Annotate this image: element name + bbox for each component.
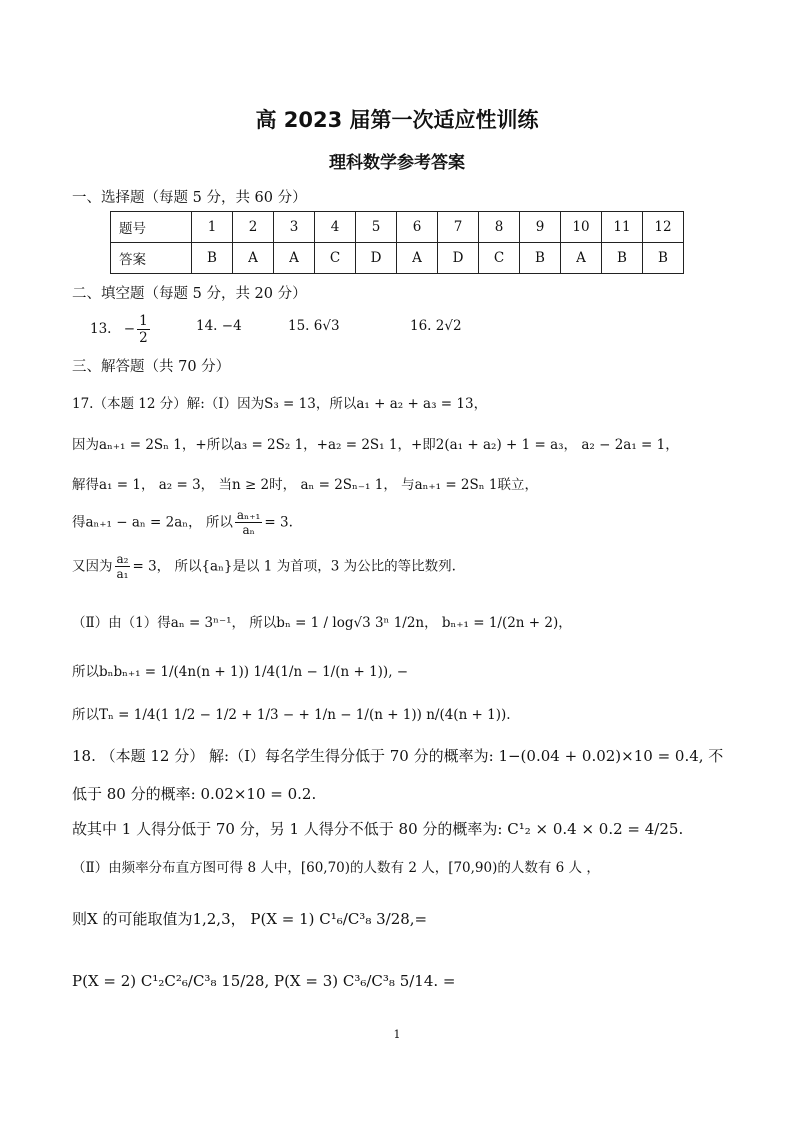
p17-line4-end: = 3. <box>264 514 293 531</box>
p18-line2: 低于 80 分的概率: 0.02×10 = 0.2. <box>72 785 317 803</box>
q13-numerator: 1 <box>139 313 148 329</box>
table-row-answers <box>111 243 684 274</box>
table-cell: 4 <box>315 212 356 243</box>
table-cell: A <box>397 243 438 274</box>
table-cell: 2 <box>233 212 274 243</box>
p18-line3: 故其中 1 人得分低于 70 分，另 1 人得分不低于 80 分的概率为: C¹₂ × 0.4 × 0.2 = 4/25. <box>72 820 684 838</box>
table-cell: 7 <box>438 212 479 243</box>
p18-line5: 则X 的可能取值为1,2,3， P(X = 1) C¹₆/C³₈ 3/28,= <box>72 910 428 928</box>
p18-line6: P(X = 2) C¹₂C²₆/C³₈ 15/28, P(X = 3) C³₆/C³₈ 5/14. = <box>72 972 456 990</box>
table-cell: D <box>356 243 397 274</box>
section3-heading: 三、解答题（共 70 分） <box>72 359 231 375</box>
table-cell: B <box>643 243 684 274</box>
fill-answer-16: 16. 2√2 <box>410 318 462 334</box>
q13-denominator: 2 <box>139 330 148 347</box>
p17-line6: （Ⅱ）由（1）得aₙ = 3ⁿ⁻¹， 所以bₙ = 1 / log√3 3ⁿ 1/2n， bₙ₊₁ = 1/(2n + 2)， <box>72 615 572 631</box>
table-cell: C <box>315 243 356 274</box>
p17-line4 <box>72 508 293 538</box>
p18-line1: 18. （本题 12 分） 解:（Ⅰ）每名学生得分低于 70 分的概率为: 1−(0.04 + 0.02)×10 = 0.4, 不 <box>72 747 724 765</box>
p17-line2: 因为aₙ₊₁ = 2Sₙ 1，+所以a₃ = 2S₂ 1，+a₂ = 2S₁ 1，+即2(a₁ + a₂) + 1 = a₃， a₂ − 2a₁ = 1， <box>72 437 679 453</box>
table-cell: 8 <box>479 212 520 243</box>
q13-label: 13. <box>90 321 112 338</box>
fill-answer-13 <box>90 313 152 346</box>
p17-line7: 所以bₙbₙ₊₁ = 1/(4n(n + 1)) 1/4(1/n − 1/(n + 1)), − <box>72 664 409 680</box>
table-cell: 答案 <box>111 243 192 274</box>
table-cell: 1 <box>192 212 233 243</box>
p17-line5-end: = 3， 所以{aₙ}是以 1 为首项，3 为公比的等比数列. <box>132 558 456 575</box>
ratio2-fraction <box>115 552 131 582</box>
p17-line4-text: 得aₙ₊₁ − aₙ = 2aₙ， 所以 <box>72 514 233 531</box>
p17-line3: 解得a₁ = 1， a₂ = 3， 当n ≥ 2时， aₙ = 2Sₙ₋₁ 1， 与aₙ₊₁ = 2Sₙ 1联立， <box>72 477 538 493</box>
table-cell: 9 <box>520 212 561 243</box>
table-cell: B <box>192 243 233 274</box>
table-cell: B <box>520 243 561 274</box>
section1-heading: 一、选择题（每题 5 分，共 60 分） <box>72 190 307 206</box>
p17-line5 <box>72 552 456 582</box>
answer-table <box>110 211 684 274</box>
table-cell: A <box>274 243 315 274</box>
ratio-numerator: aₙ₊₁ <box>236 508 261 522</box>
q13-fraction <box>137 313 150 346</box>
p17-line5-text: 又因为 <box>72 558 113 575</box>
ratio-denominator: aₙ <box>242 523 255 538</box>
fill-answer-14: 14. −4 <box>196 318 242 334</box>
ratio-fraction <box>235 508 263 538</box>
page-title: 高 2023 届第一次适应性训练 <box>255 108 539 132</box>
table-cell: 5 <box>356 212 397 243</box>
fill-answer-15: 15. 6√3 <box>288 318 340 334</box>
page-subtitle: 理科数学参考答案 <box>329 153 465 173</box>
p17-line1: 17.（本题 12 分）解:（Ⅰ）因为S₃ = 13，所以a₁ + a₂ + a₃ = 13， <box>72 396 488 412</box>
table-cell: D <box>438 243 479 274</box>
table-cell: A <box>561 243 602 274</box>
table-cell: 11 <box>602 212 643 243</box>
table-cell: C <box>479 243 520 274</box>
table-cell: 6 <box>397 212 438 243</box>
table-cell: 3 <box>274 212 315 243</box>
p18-line4: （Ⅱ）由频率分布直方图可得 8 人中，[60,70)的人数有 2 人，[70,90)的人数有 6 人 ， <box>72 860 600 876</box>
table-cell: 题号 <box>111 212 192 243</box>
q13-sign: − <box>123 321 136 338</box>
table-cell: 12 <box>643 212 684 243</box>
table-cell: B <box>602 243 643 274</box>
section2-heading: 二、填空题（每题 5 分，共 20 分） <box>72 286 307 302</box>
p17-line8: 所以Tₙ = 1/4(1 1/2 − 1/2 + 1/3 − + 1/n − 1/(n + 1)) n/(4(n + 1)). <box>72 707 511 723</box>
page-number: 1 <box>393 1028 401 1041</box>
table-row-numbers <box>111 212 684 243</box>
table-cell: A <box>233 243 274 274</box>
ratio2-numerator: a₂ <box>116 552 129 566</box>
table-cell: 10 <box>561 212 602 243</box>
ratio2-denominator: a₁ <box>116 567 129 582</box>
